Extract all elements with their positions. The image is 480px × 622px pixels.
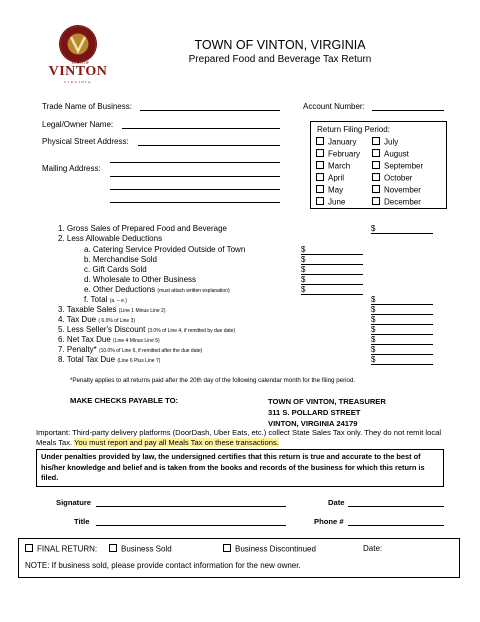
title-field[interactable] bbox=[96, 525, 286, 526]
line-2e-amount[interactable]: $ bbox=[301, 285, 363, 295]
trade-name-field[interactable] bbox=[140, 110, 280, 111]
checkbox-icon[interactable] bbox=[316, 161, 324, 169]
checkbox-icon[interactable] bbox=[316, 137, 324, 145]
logo-small-text: TOWN OF bbox=[70, 60, 90, 65]
period-september[interactable]: September bbox=[372, 161, 423, 171]
mailing-address-field-3[interactable] bbox=[110, 202, 280, 203]
payable-address: TOWN OF VINTON, TREASURER 311 S. POLLARD STREET VINTON, VIRGINIA 24179 bbox=[268, 397, 386, 428]
business-discontinued-option[interactable]: Business Discontinued bbox=[223, 544, 316, 554]
mailing-address-field-1[interactable] bbox=[110, 176, 280, 177]
payable-label: MAKE CHECKS PAYABLE TO: bbox=[70, 396, 179, 405]
line-5-amount[interactable]: $ bbox=[371, 325, 433, 335]
checkbox-icon[interactable] bbox=[372, 185, 380, 193]
logo-word: VINTON bbox=[48, 64, 108, 79]
period-november[interactable]: November bbox=[372, 185, 421, 195]
line-6-label: 6. Net Tax Due (Line 4 Minus Line 5) bbox=[58, 335, 160, 344]
line-2d-amount[interactable]: $ bbox=[301, 275, 363, 285]
certification-text: Under penalties provided by law, the undersigned certifies that this return is true and accurate to the best of his/her knowledge and belief and is taken from the books and records of the business for which this return is filed. bbox=[41, 452, 425, 482]
final-return-option[interactable]: FINAL RETURN: bbox=[25, 544, 97, 554]
logo-sub-text: VIRGINIA bbox=[64, 80, 92, 84]
checkbox-icon[interactable] bbox=[316, 197, 324, 205]
line-2c-amount[interactable]: $ bbox=[301, 265, 363, 275]
line-2b-label: b. Merchandise Sold bbox=[84, 255, 157, 264]
checkbox-icon[interactable] bbox=[372, 149, 380, 157]
period-august[interactable]: August bbox=[372, 149, 409, 159]
line-2c-label: c. Gift Cards Sold bbox=[84, 265, 147, 274]
mailing-address-label: Mailing Address: bbox=[42, 164, 101, 173]
line-2a-label: a. Catering Service Provided Outside of Town bbox=[84, 245, 246, 254]
date-field[interactable] bbox=[348, 506, 444, 507]
owner-name-label: Legal/Owner Name: bbox=[42, 120, 114, 129]
checkbox-icon[interactable] bbox=[372, 173, 380, 181]
street-address-field[interactable] bbox=[138, 145, 280, 146]
period-march[interactable]: March bbox=[316, 161, 350, 171]
checkbox-icon[interactable] bbox=[316, 173, 324, 181]
line-2d-label: d. Wholesale to Other Business bbox=[84, 275, 197, 284]
line-2e-label: e. Other Deductions (must attach written explanation) bbox=[84, 285, 230, 294]
form-subtitle: Prepared Food and Beverage Tax Return bbox=[188, 54, 372, 65]
account-number-label: Account Number: bbox=[303, 102, 365, 111]
line-2a-amount[interactable]: $ bbox=[301, 245, 363, 255]
line-5-label: 5. Less Seller's Discount (3.0% of Line 4, if remitted by due date) bbox=[58, 325, 236, 334]
period-january[interactable]: January bbox=[316, 137, 356, 147]
line-1-amount[interactable]: $ bbox=[371, 224, 433, 234]
line-3-label: 3. Taxable Sales (Line 1 Minus Line 2) bbox=[58, 305, 166, 314]
owner-name-field[interactable] bbox=[122, 128, 280, 129]
trade-name-label: Trade Name of Business: bbox=[42, 102, 132, 111]
filing-period-title: Return Filing Period: bbox=[317, 125, 390, 134]
new-owner-note: NOTE: If business sold, please provide contact information for the new owner. bbox=[25, 561, 301, 570]
seal-icon bbox=[60, 26, 96, 62]
line-2f-amount[interactable]: $ bbox=[371, 295, 433, 305]
street-address-field-2[interactable] bbox=[110, 162, 280, 163]
mailing-address-field-2[interactable] bbox=[110, 189, 280, 190]
certification-box bbox=[36, 449, 444, 487]
line-8-label: 8. Total Tax Due (Line 6 Plus Line 7) bbox=[58, 355, 161, 364]
business-sold-option[interactable]: Business Sold bbox=[109, 544, 172, 554]
checkbox-icon[interactable] bbox=[25, 544, 33, 552]
period-may[interactable]: May bbox=[316, 185, 343, 195]
line-1-label: 1. Gross Sales of Prepared Food and Beverage bbox=[58, 224, 227, 233]
line-4-amount[interactable]: $ bbox=[371, 315, 433, 325]
account-number-field[interactable] bbox=[372, 110, 444, 111]
checkbox-icon[interactable] bbox=[372, 197, 380, 205]
phone-field[interactable] bbox=[348, 525, 444, 526]
line-2b-amount[interactable]: $ bbox=[301, 255, 363, 265]
period-december[interactable]: December bbox=[372, 197, 421, 207]
final-date-label: Date: bbox=[363, 544, 383, 553]
street-address-label: Physical Street Address: bbox=[42, 137, 129, 146]
line-6-amount[interactable]: $ bbox=[371, 335, 433, 345]
period-july[interactable]: July bbox=[372, 137, 398, 147]
checkbox-icon[interactable] bbox=[316, 185, 324, 193]
phone-label: Phone # bbox=[314, 517, 344, 526]
checkbox-icon[interactable] bbox=[109, 544, 117, 552]
final-return-box bbox=[18, 538, 460, 578]
period-june[interactable]: June bbox=[316, 197, 345, 207]
checkbox-icon[interactable] bbox=[372, 161, 380, 169]
line-4-label: 4. Tax Due ( 6.0% of Line 3) bbox=[58, 315, 136, 324]
highlighted-notice: You must report and pay all Meals Tax on these transactions. bbox=[74, 438, 279, 447]
period-february[interactable]: February bbox=[316, 149, 360, 159]
signature-field[interactable] bbox=[96, 506, 286, 507]
period-april[interactable]: April bbox=[316, 173, 344, 183]
line-8-amount[interactable]: $ bbox=[371, 355, 433, 365]
date-label: Date bbox=[328, 498, 345, 507]
checkbox-icon[interactable] bbox=[223, 544, 231, 552]
signature-label: Signature bbox=[56, 498, 92, 507]
filing-period-box bbox=[310, 121, 447, 209]
line-2f-label: f. Total (a. – e.) bbox=[84, 295, 127, 304]
checkbox-icon[interactable] bbox=[316, 149, 324, 157]
checkbox-icon[interactable] bbox=[372, 137, 380, 145]
important-notice: Important: Third-party delivery platforms (DoorDash, Uber Eats, etc.) collect State Sales Tax only. They do not remit local Meals Tax. You must report and pay all Meals Tax on these transactions. bbox=[36, 428, 442, 447]
penalty-note: *Penalty applies to all returns paid after the 20th day of the following calendar month for the filing period. bbox=[70, 377, 356, 384]
title-label: Title bbox=[74, 517, 90, 526]
line-7-amount[interactable]: $ bbox=[371, 345, 433, 355]
period-october[interactable]: October bbox=[372, 173, 412, 183]
line-7-label: 7. Penalty* (10.0% of Line 6, if remitted after the due date) bbox=[58, 345, 203, 354]
line-3-amount[interactable]: $ bbox=[371, 305, 433, 315]
form-title: TOWN OF VINTON, VIRGINIA bbox=[194, 38, 366, 52]
line-2-label: 2. Less Allowable Deductions bbox=[58, 234, 163, 243]
